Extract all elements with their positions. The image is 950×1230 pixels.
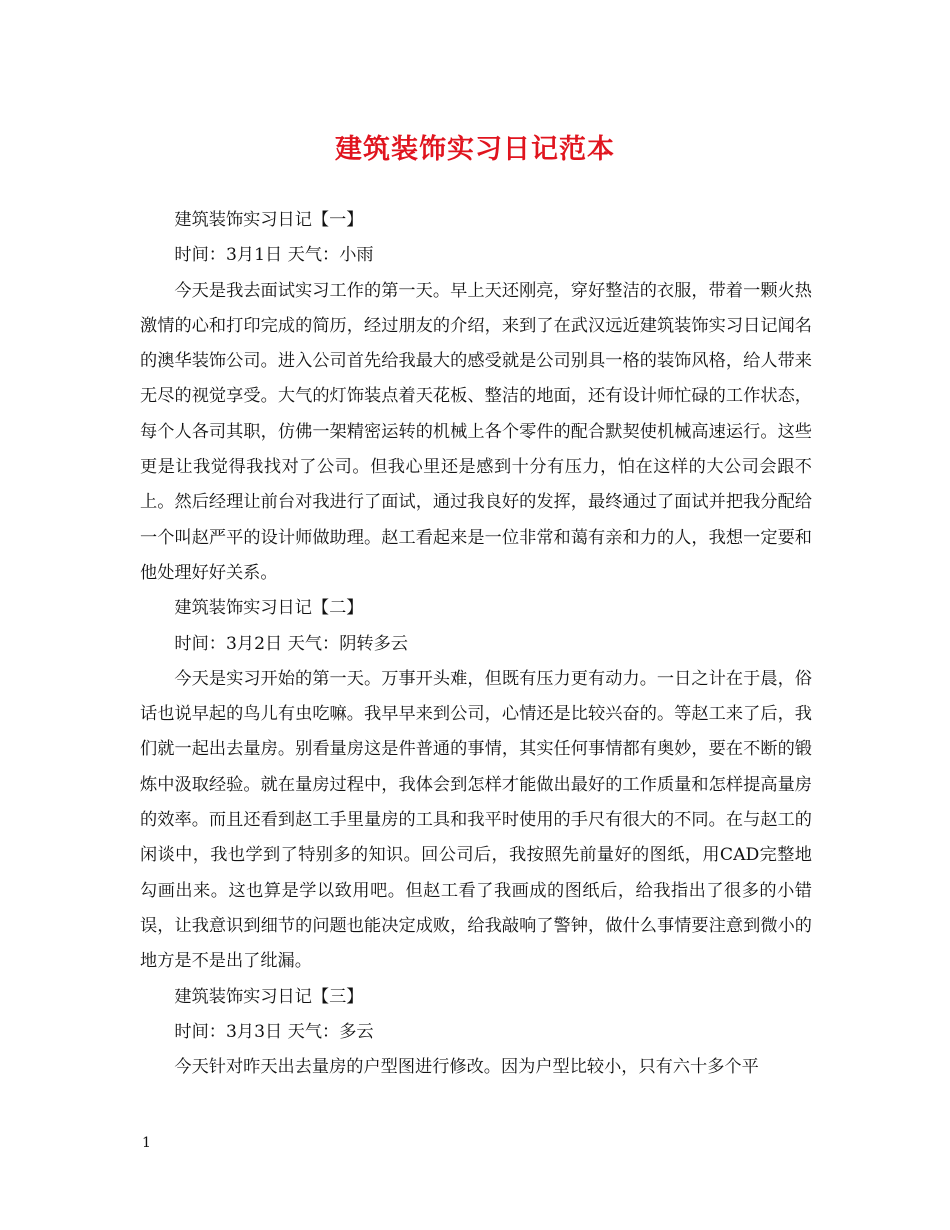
diary-entry-3: 今天针对昨天出去量房的户型图进行修改。因为户型比较小，只有六十多个平 [174,1057,759,1078]
diary-heading-1: 建筑装饰实习日记【一】 [174,210,364,230]
diary-entry-2: 今天是实习开始的第一天。万事开头难，但既有压力更有动力。一日之计在于晨，俗话也说早起的鸟儿有虫吃嘛。我早早来到公司，心情还是比较兴奋的。等赵工来了后，我们就一起出去量房。别看量房这是件普通的事情，其实任何事情都有奥妙，要在不断的锻炼中汲取经验。就在量房过程中，我体会到怎样才能做出最好的工作质量和怎样提高量房的效率。而且还看到赵工手里量房的工具和我平时使用的手尺有很大的不同。在与赵工的闲谈中，我也学到了特别多的知识。回公司后，我按照先前量好的图纸，用CAD完整地勾画出来。这也算是学以致用吧。但赵工看了我画成的图纸后，给我指出了很多的小错误，让我意识到细节的问题也能决定成败，给我敲响了警钟，做什么事情要注意到微小的地方是不是出了纰漏。 [140,668,812,972]
diary-date-weather-3: 时间：3月3日 天气：多云 [174,1021,374,1042]
document-title: 建筑装饰实习日记范本 [335,134,615,165]
document-body [140,203,812,1085]
page-number: 1 [142,1135,151,1151]
diary-heading-2: 建筑装饰实习日记【二】 [174,598,364,619]
diary-date-weather-1: 时间：3月1日 天气：小雨 [174,245,374,266]
diary-heading-3: 建筑装饰实习日记【三】 [174,986,364,1007]
diary-date-weather-2: 时间：3月2日 天气：阴转多云 [174,633,408,654]
diary-entry-1: 今天是我去面试实习工作的第一天。早上天还刚亮，穿好整洁的衣服，带着一颗火热激情的心和打印完成的简历，经过朋友的介绍，来到了在武汉远近建筑装饰实习日记闻名的澳华装饰公司。进入公司首先给我最大的感受就是公司别具一格的装饰风格，给人带来无尽的视觉享受。大气的灯饰装点着天花板、整洁的地面，还有设计师忙碌的工作状态，每个人各司其职，仿佛一架精密运转的机械上各个零件的配合默契使机械高速运行。这些更是让我觉得我找对了公司。但我心里还是感到十分有压力，怕在这样的大公司会跟不上。然后经理让前台对我进行了面试，通过我良好的发挥，最终通过了面试并把我分配给一个叫赵严平的设计师做助理。赵工看起来是一位非常和蔼有亲和力的人，我想一定要和他处理好好关系。 [140,280,812,583]
